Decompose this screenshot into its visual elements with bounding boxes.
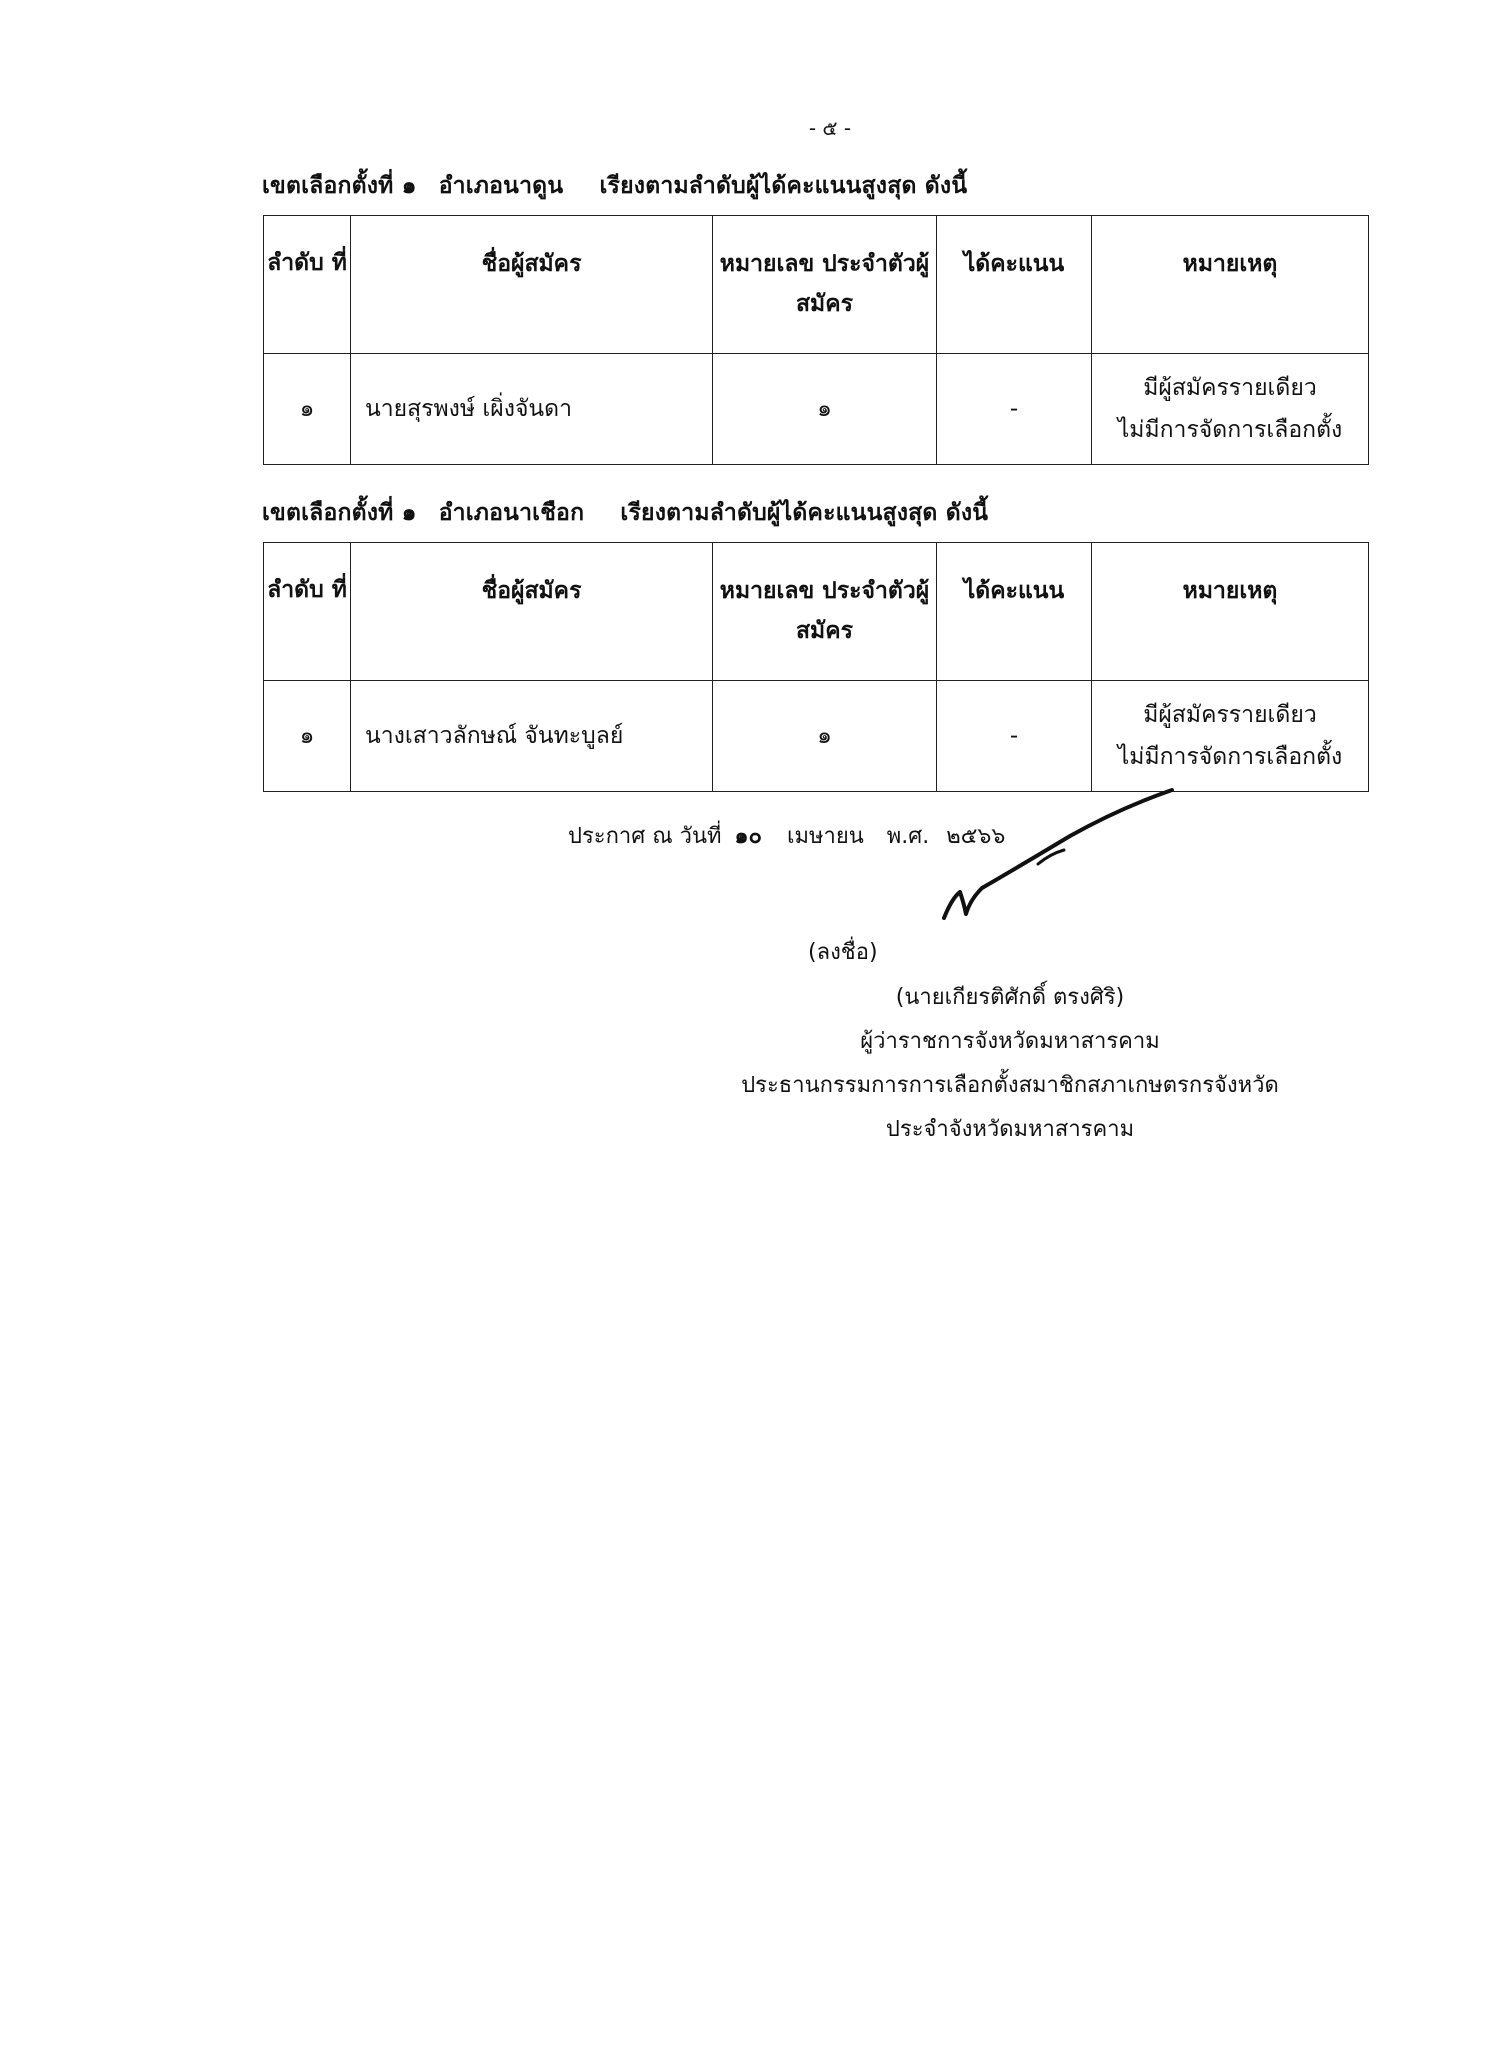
heading-order: เรียงตามลำดับผู้ได้คะแนนสูงสุด ดังนี้ xyxy=(599,173,968,199)
announcement-prefix: ประกาศ ณ วันที่ xyxy=(568,824,722,849)
signer-position-governor: ผู้ว่าราชการจังหวัดมหาสารคาม xyxy=(860,1029,1160,1054)
col-header-note: หมายเหตุ xyxy=(1092,216,1369,354)
handwritten-signature xyxy=(930,780,1190,930)
results-table-nachueak xyxy=(263,542,1369,792)
col-header-number: หมายเลข ประจำตัวผู้สมัคร xyxy=(713,216,937,354)
cell-rank: ๑ xyxy=(264,354,351,465)
page-number: - ๕ - xyxy=(808,116,852,140)
col-header-number: หมายเลข ประจำตัวผู้สมัคร xyxy=(713,543,937,681)
announcement-year: ๒๕๖๖ xyxy=(946,824,1006,849)
signer-position-chairman: ประธานกรรมการการเลือกตั้งสมาชิกสภาเกษตรกรจังหวัด xyxy=(741,1073,1279,1098)
note-line-2: ไม่มีการจัดการเลือกตั้ง xyxy=(1117,744,1343,770)
heading-district: เขตเลือกตั้งที่ ๑ xyxy=(262,500,417,526)
heading-amphoe: อำเภอนาดูน xyxy=(438,173,564,199)
heading-district: เขตเลือกตั้งที่ ๑ xyxy=(262,173,417,199)
announcement-era: พ.ศ. xyxy=(886,824,930,849)
cell-score: - xyxy=(937,681,1092,792)
section-heading-nachueak xyxy=(262,495,988,531)
sign-label: (ลงชื่อ) xyxy=(808,940,878,965)
col-header-rank: ลำดับ ที่ xyxy=(264,216,351,354)
announcement-month: เมษายน xyxy=(786,824,864,849)
col-header-rank: ลำดับ ที่ xyxy=(264,543,351,681)
signer-position-province: ประจำจังหวัดมหาสารคาม xyxy=(885,1117,1135,1142)
announcement-day: ๑๐ xyxy=(734,824,762,849)
signer-name: (นายเกียรติศักดิ์ ตรงศิริ) xyxy=(895,985,1125,1010)
col-header-note: หมายเหตุ xyxy=(1092,543,1369,681)
cell-score: - xyxy=(937,354,1092,465)
table-header-row xyxy=(264,216,1369,354)
note-line-2: ไม่มีการจัดการเลือกตั้ง xyxy=(1117,417,1343,443)
cell-rank: ๑ xyxy=(264,681,351,792)
cell-note xyxy=(1092,681,1369,792)
table-header-row xyxy=(264,543,1369,681)
note-line-1: มีผู้สมัครรายเดียว xyxy=(1143,702,1317,728)
note-line-1: มีผู้สมัครรายเดียว xyxy=(1143,375,1317,401)
heading-order: เรียงตามลำดับผู้ได้คะแนนสูงสุด ดังนี้ xyxy=(620,500,989,526)
cell-note xyxy=(1092,354,1369,465)
cell-candidate-number: ๑ xyxy=(713,681,937,792)
col-header-score: ได้คะแนน xyxy=(937,216,1092,354)
cell-candidate-name: นายสุรพงษ์ เผิ่งจันดา xyxy=(351,354,713,465)
table-row xyxy=(264,681,1369,792)
col-header-score: ได้คะแนน xyxy=(937,543,1092,681)
results-table-nadun xyxy=(263,215,1369,465)
cell-candidate-number: ๑ xyxy=(713,354,937,465)
table-row xyxy=(264,354,1369,465)
cell-candidate-name: นางเสาวลักษณ์ จันทะบูลย์ xyxy=(351,681,713,792)
col-header-name: ชื่อผู้สมัคร xyxy=(351,543,713,681)
col-header-name: ชื่อผู้สมัคร xyxy=(351,216,713,354)
section-heading-nadun xyxy=(262,168,967,204)
heading-amphoe: อำเภอนาเชือก xyxy=(438,500,585,526)
